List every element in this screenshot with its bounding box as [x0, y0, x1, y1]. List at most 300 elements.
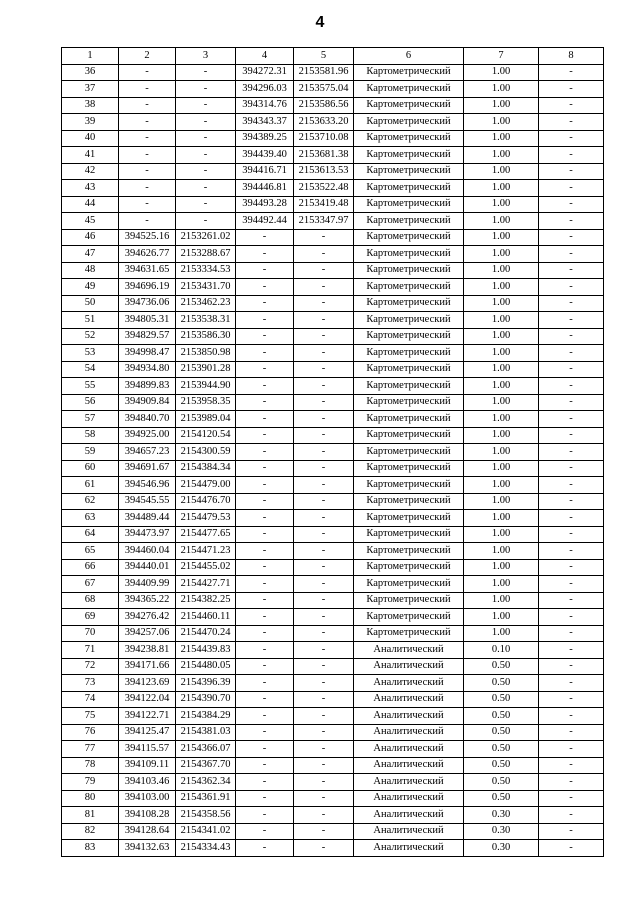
x-new-cell: - — [236, 510, 294, 527]
accuracy-cell: 0.50 — [464, 691, 539, 708]
x-existing-cell: 394626.77 — [119, 246, 176, 263]
x-new-cell: - — [236, 774, 294, 791]
x-new-cell: 394439.40 — [236, 147, 294, 164]
point-number-cell: 52 — [62, 328, 119, 345]
description-cell: - — [539, 592, 604, 609]
x-existing-cell: 394691.67 — [119, 460, 176, 477]
accuracy-cell: 1.00 — [464, 163, 539, 180]
y-new-cell: - — [294, 345, 354, 362]
method-cell: Картометрический — [354, 97, 464, 114]
method-cell: Картометрический — [354, 576, 464, 593]
x-existing-cell: 394122.04 — [119, 691, 176, 708]
point-number-cell: 39 — [62, 114, 119, 131]
description-cell: - — [539, 279, 604, 296]
x-new-cell: 394446.81 — [236, 180, 294, 197]
table-row — [62, 81, 604, 98]
accuracy-cell: 0.50 — [464, 790, 539, 807]
table-header-row — [62, 48, 604, 65]
point-number-cell: 75 — [62, 708, 119, 725]
point-number-cell: 76 — [62, 724, 119, 741]
point-number-cell: 62 — [62, 493, 119, 510]
description-cell: - — [539, 64, 604, 81]
method-cell: Картометрический — [354, 279, 464, 296]
x-new-cell: - — [236, 262, 294, 279]
accuracy-cell: 1.00 — [464, 543, 539, 560]
y-existing-cell: 2154460.11 — [176, 609, 236, 626]
table-row — [62, 180, 604, 197]
y-existing-cell: 2154479.53 — [176, 510, 236, 527]
x-existing-cell: 394123.69 — [119, 675, 176, 692]
accuracy-cell: 1.00 — [464, 592, 539, 609]
table-row — [62, 147, 604, 164]
description-cell: - — [539, 510, 604, 527]
accuracy-cell: 0.50 — [464, 708, 539, 725]
table-row — [62, 559, 604, 576]
y-new-cell: - — [294, 361, 354, 378]
y-existing-cell: 2154382.25 — [176, 592, 236, 609]
table-row — [62, 823, 604, 840]
column-header: 6 — [354, 48, 464, 65]
y-existing-cell: 2154361.91 — [176, 790, 236, 807]
y-new-cell: - — [294, 790, 354, 807]
x-new-cell: - — [236, 361, 294, 378]
table-row — [62, 427, 604, 444]
x-existing-cell: 394440.01 — [119, 559, 176, 576]
y-existing-cell: 2153334.53 — [176, 262, 236, 279]
table-row — [62, 394, 604, 411]
table-row — [62, 361, 604, 378]
y-new-cell: 2153522.48 — [294, 180, 354, 197]
x-new-cell: - — [236, 295, 294, 312]
x-new-cell: - — [236, 823, 294, 840]
table-row — [62, 345, 604, 362]
description-cell: - — [539, 196, 604, 213]
y-new-cell: - — [294, 642, 354, 659]
table-row — [62, 741, 604, 758]
table-row — [62, 477, 604, 494]
y-new-cell: - — [294, 592, 354, 609]
description-cell: - — [539, 807, 604, 824]
table-row — [62, 807, 604, 824]
accuracy-cell: 1.00 — [464, 609, 539, 626]
description-cell: - — [539, 163, 604, 180]
table-row — [62, 625, 604, 642]
x-new-cell: - — [236, 345, 294, 362]
table-row — [62, 840, 604, 857]
accuracy-cell: 0.50 — [464, 774, 539, 791]
y-existing-cell: 2153850.98 — [176, 345, 236, 362]
description-cell: - — [539, 691, 604, 708]
x-new-cell: 394389.25 — [236, 130, 294, 147]
x-new-cell: - — [236, 460, 294, 477]
method-cell: Аналитический — [354, 807, 464, 824]
method-cell: Аналитический — [354, 774, 464, 791]
method-cell: Картометрический — [354, 147, 464, 164]
point-number-cell: 45 — [62, 213, 119, 230]
column-header: 3 — [176, 48, 236, 65]
description-cell: - — [539, 345, 604, 362]
method-cell: Картометрический — [354, 477, 464, 494]
method-cell: Картометрический — [354, 411, 464, 428]
x-new-cell: - — [236, 279, 294, 296]
table-row — [62, 213, 604, 230]
y-existing-cell: 2154120.54 — [176, 427, 236, 444]
table-row — [62, 378, 604, 395]
method-cell: Картометрический — [354, 295, 464, 312]
y-new-cell: - — [294, 328, 354, 345]
y-new-cell: - — [294, 246, 354, 263]
table-row — [62, 262, 604, 279]
method-cell: Картометрический — [354, 180, 464, 197]
point-number-cell: 55 — [62, 378, 119, 395]
accuracy-cell: 1.00 — [464, 510, 539, 527]
y-new-cell: 2153347.97 — [294, 213, 354, 230]
table-row — [62, 774, 604, 791]
y-new-cell: - — [294, 840, 354, 857]
accuracy-cell: 1.00 — [464, 477, 539, 494]
y-existing-cell: - — [176, 163, 236, 180]
point-number-cell: 68 — [62, 592, 119, 609]
accuracy-cell: 1.00 — [464, 64, 539, 81]
accuracy-cell: 1.00 — [464, 97, 539, 114]
description-cell: - — [539, 559, 604, 576]
method-cell: Картометрический — [354, 312, 464, 329]
x-existing-cell: 394657.23 — [119, 444, 176, 461]
description-cell: - — [539, 774, 604, 791]
x-new-cell: - — [236, 477, 294, 494]
accuracy-cell: 1.00 — [464, 213, 539, 230]
x-new-cell: - — [236, 229, 294, 246]
description-cell: - — [539, 147, 604, 164]
x-new-cell: 394296.03 — [236, 81, 294, 98]
point-number-cell: 41 — [62, 147, 119, 164]
method-cell: Картометрический — [354, 81, 464, 98]
table-row — [62, 510, 604, 527]
x-existing-cell: - — [119, 180, 176, 197]
y-new-cell: 2153586.56 — [294, 97, 354, 114]
table-row — [62, 493, 604, 510]
x-existing-cell: 394257.06 — [119, 625, 176, 642]
y-existing-cell: 2153944.90 — [176, 378, 236, 395]
x-existing-cell: - — [119, 114, 176, 131]
x-new-cell: - — [236, 609, 294, 626]
point-number-cell: 43 — [62, 180, 119, 197]
x-existing-cell: - — [119, 213, 176, 230]
table-row — [62, 246, 604, 263]
table-row — [62, 279, 604, 296]
x-new-cell: 394343.37 — [236, 114, 294, 131]
page-number: 4 — [315, 14, 325, 31]
y-new-cell: - — [294, 741, 354, 758]
x-existing-cell: 394171.66 — [119, 658, 176, 675]
y-new-cell: - — [294, 229, 354, 246]
table-row — [62, 592, 604, 609]
table-body — [62, 64, 604, 856]
y-existing-cell: 2154439.83 — [176, 642, 236, 659]
y-new-cell: - — [294, 708, 354, 725]
description-cell: - — [539, 246, 604, 263]
description-cell: - — [539, 741, 604, 758]
description-cell: - — [539, 493, 604, 510]
accuracy-cell: 0.50 — [464, 675, 539, 692]
table-row — [62, 163, 604, 180]
x-existing-cell: - — [119, 163, 176, 180]
y-new-cell: - — [294, 823, 354, 840]
accuracy-cell: 1.00 — [464, 526, 539, 543]
x-existing-cell: 394460.04 — [119, 543, 176, 560]
description-cell: - — [539, 724, 604, 741]
y-new-cell: - — [294, 279, 354, 296]
y-existing-cell: 2154480.05 — [176, 658, 236, 675]
point-number-cell: 65 — [62, 543, 119, 560]
accuracy-cell: 1.00 — [464, 411, 539, 428]
x-existing-cell: 394805.31 — [119, 312, 176, 329]
x-existing-cell: 394103.46 — [119, 774, 176, 791]
x-existing-cell: - — [119, 81, 176, 98]
table-row — [62, 411, 604, 428]
y-existing-cell: 2154471.23 — [176, 543, 236, 560]
accuracy-cell: 1.00 — [464, 444, 539, 461]
point-number-cell: 56 — [62, 394, 119, 411]
point-number-cell: 61 — [62, 477, 119, 494]
x-new-cell: 394314.76 — [236, 97, 294, 114]
x-new-cell: - — [236, 658, 294, 675]
point-number-cell: 71 — [62, 642, 119, 659]
method-cell: Аналитический — [354, 642, 464, 659]
table-row — [62, 312, 604, 329]
y-new-cell: 2153419.48 — [294, 196, 354, 213]
x-existing-cell: 394109.11 — [119, 757, 176, 774]
y-new-cell: - — [294, 394, 354, 411]
y-existing-cell: - — [176, 147, 236, 164]
method-cell: Картометрический — [354, 196, 464, 213]
accuracy-cell: 1.00 — [464, 460, 539, 477]
description-cell: - — [539, 312, 604, 329]
method-cell: Картометрический — [354, 163, 464, 180]
x-new-cell: 394492.44 — [236, 213, 294, 230]
y-existing-cell: 2153431.70 — [176, 279, 236, 296]
method-cell: Аналитический — [354, 823, 464, 840]
y-new-cell: - — [294, 724, 354, 741]
accuracy-cell: 1.00 — [464, 147, 539, 164]
point-number-cell: 57 — [62, 411, 119, 428]
y-new-cell: - — [294, 658, 354, 675]
accuracy-cell: 0.50 — [464, 658, 539, 675]
description-cell: - — [539, 378, 604, 395]
description-cell: - — [539, 460, 604, 477]
table-row — [62, 328, 604, 345]
table-row — [62, 691, 604, 708]
y-existing-cell: 2154477.65 — [176, 526, 236, 543]
method-cell: Картометрический — [354, 394, 464, 411]
y-existing-cell: 2154381.03 — [176, 724, 236, 741]
x-existing-cell: - — [119, 196, 176, 213]
description-cell: - — [539, 790, 604, 807]
point-number-cell: 60 — [62, 460, 119, 477]
table-row — [62, 724, 604, 741]
table-row — [62, 658, 604, 675]
y-existing-cell: 2154341.02 — [176, 823, 236, 840]
y-new-cell: - — [294, 510, 354, 527]
y-existing-cell: - — [176, 180, 236, 197]
x-existing-cell: 394238.81 — [119, 642, 176, 659]
description-cell: - — [539, 658, 604, 675]
point-number-cell: 59 — [62, 444, 119, 461]
x-new-cell: - — [236, 312, 294, 329]
accuracy-cell: 0.30 — [464, 807, 539, 824]
y-existing-cell: - — [176, 196, 236, 213]
accuracy-cell: 1.00 — [464, 345, 539, 362]
y-new-cell: - — [294, 625, 354, 642]
x-new-cell: - — [236, 625, 294, 642]
x-existing-cell: 394840.70 — [119, 411, 176, 428]
table-row — [62, 757, 604, 774]
description-cell: - — [539, 394, 604, 411]
x-existing-cell: 394489.44 — [119, 510, 176, 527]
x-new-cell: - — [236, 394, 294, 411]
y-new-cell: - — [294, 477, 354, 494]
y-new-cell: - — [294, 444, 354, 461]
method-cell: Картометрический — [354, 526, 464, 543]
method-cell: Аналитический — [354, 658, 464, 675]
x-existing-cell: 394899.83 — [119, 378, 176, 395]
method-cell: Картометрический — [354, 130, 464, 147]
accuracy-cell: 1.00 — [464, 559, 539, 576]
point-number-cell: 49 — [62, 279, 119, 296]
x-new-cell: - — [236, 691, 294, 708]
x-new-cell: - — [236, 543, 294, 560]
accuracy-cell: 1.00 — [464, 576, 539, 593]
x-existing-cell: 394925.00 — [119, 427, 176, 444]
accuracy-cell: 1.00 — [464, 295, 539, 312]
description-cell: - — [539, 642, 604, 659]
y-existing-cell: 2154334.43 — [176, 840, 236, 857]
table-row — [62, 114, 604, 131]
y-new-cell: - — [294, 757, 354, 774]
x-new-cell: - — [236, 807, 294, 824]
description-cell: - — [539, 130, 604, 147]
method-cell: Картометрический — [354, 543, 464, 560]
y-new-cell: - — [294, 543, 354, 560]
description-cell: - — [539, 361, 604, 378]
coordinates-table — [61, 47, 604, 857]
x-new-cell: - — [236, 411, 294, 428]
method-cell: Картометрический — [354, 345, 464, 362]
x-new-cell: - — [236, 675, 294, 692]
x-existing-cell: 394473.97 — [119, 526, 176, 543]
description-cell: - — [539, 444, 604, 461]
x-existing-cell: 394909.84 — [119, 394, 176, 411]
accuracy-cell: 1.00 — [464, 130, 539, 147]
y-new-cell: - — [294, 774, 354, 791]
y-new-cell: - — [294, 559, 354, 576]
accuracy-cell: 0.30 — [464, 840, 539, 857]
y-new-cell: 2153581.96 — [294, 64, 354, 81]
y-existing-cell: 2153538.31 — [176, 312, 236, 329]
point-number-cell: 69 — [62, 609, 119, 626]
point-number-cell: 77 — [62, 741, 119, 758]
method-cell: Аналитический — [354, 840, 464, 857]
x-existing-cell: 394122.71 — [119, 708, 176, 725]
y-existing-cell: 2153958.35 — [176, 394, 236, 411]
y-existing-cell: 2154366.07 — [176, 741, 236, 758]
y-new-cell: 2153575.04 — [294, 81, 354, 98]
y-new-cell: - — [294, 460, 354, 477]
y-existing-cell: 2154358.56 — [176, 807, 236, 824]
y-existing-cell: 2153261.02 — [176, 229, 236, 246]
x-new-cell: - — [236, 526, 294, 543]
accuracy-cell: 1.00 — [464, 328, 539, 345]
point-number-cell: 36 — [62, 64, 119, 81]
table-row — [62, 526, 604, 543]
point-number-cell: 67 — [62, 576, 119, 593]
y-existing-cell: 2154396.39 — [176, 675, 236, 692]
accuracy-cell: 1.00 — [464, 180, 539, 197]
method-cell: Аналитический — [354, 790, 464, 807]
x-new-cell: - — [236, 427, 294, 444]
x-new-cell: - — [236, 378, 294, 395]
description-cell: - — [539, 229, 604, 246]
x-new-cell: - — [236, 757, 294, 774]
description-cell: - — [539, 213, 604, 230]
table-row — [62, 97, 604, 114]
method-cell: Аналитический — [354, 724, 464, 741]
x-existing-cell: 394276.42 — [119, 609, 176, 626]
description-cell: - — [539, 114, 604, 131]
y-existing-cell: 2153989.04 — [176, 411, 236, 428]
x-existing-cell: 394998.47 — [119, 345, 176, 362]
description-cell: - — [539, 477, 604, 494]
accuracy-cell: 0.30 — [464, 823, 539, 840]
method-cell: Картометрический — [354, 229, 464, 246]
y-new-cell: - — [294, 262, 354, 279]
description-cell: - — [539, 262, 604, 279]
point-number-cell: 74 — [62, 691, 119, 708]
method-cell: Картометрический — [354, 592, 464, 609]
table-row — [62, 229, 604, 246]
y-existing-cell: - — [176, 97, 236, 114]
method-cell: Картометрический — [354, 114, 464, 131]
y-existing-cell: - — [176, 81, 236, 98]
method-cell: Картометрический — [354, 559, 464, 576]
accuracy-cell: 1.00 — [464, 246, 539, 263]
point-number-cell: 53 — [62, 345, 119, 362]
x-existing-cell: - — [119, 97, 176, 114]
method-cell: Картометрический — [354, 328, 464, 345]
description-cell: - — [539, 411, 604, 428]
accuracy-cell: 1.00 — [464, 114, 539, 131]
y-existing-cell: - — [176, 114, 236, 131]
x-existing-cell: 394525.16 — [119, 229, 176, 246]
accuracy-cell: 0.50 — [464, 741, 539, 758]
point-number-cell: 42 — [62, 163, 119, 180]
table-row — [62, 295, 604, 312]
y-existing-cell: 2154455.02 — [176, 559, 236, 576]
x-existing-cell: 394829.57 — [119, 328, 176, 345]
accuracy-cell: 0.50 — [464, 724, 539, 741]
description-cell: - — [539, 708, 604, 725]
x-existing-cell: 394736.06 — [119, 295, 176, 312]
y-existing-cell: - — [176, 130, 236, 147]
column-header: 2 — [119, 48, 176, 65]
description-cell: - — [539, 427, 604, 444]
description-cell: - — [539, 823, 604, 840]
table-row — [62, 642, 604, 659]
description-cell: - — [539, 675, 604, 692]
x-existing-cell: 394365.22 — [119, 592, 176, 609]
point-number-cell: 70 — [62, 625, 119, 642]
y-new-cell: 2153681.38 — [294, 147, 354, 164]
